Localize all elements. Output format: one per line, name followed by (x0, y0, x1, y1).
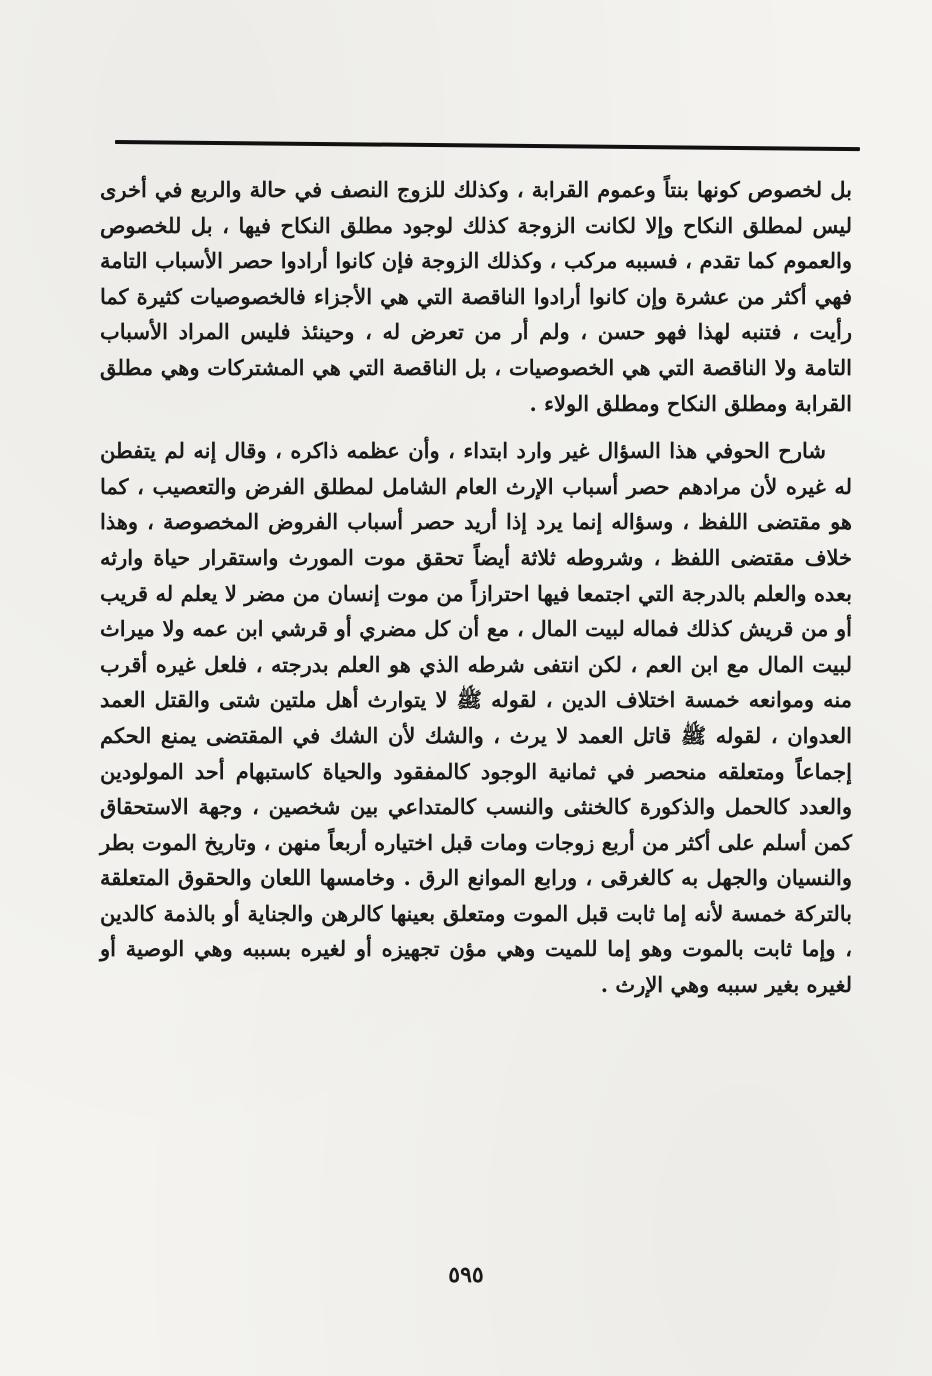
body-text (100, 172, 852, 1003)
page-number: ٥٩٥ (448, 1262, 484, 1288)
paragraph-1: بل لخصوص كونها بنتاً وعموم القرابة ، وكذلك للزوج النصف في حالة والربع في أخرى ليس لمطلق النكاح وإلا لكانت الزوجة كذلك لوجود مطلق النكاح فيها ، بل للخصوص والعموم كما تقدم ، فسببه مركب ، وكذلك الزوجة فإن كانوا أرادوا حصر الأسباب التامة فهي أكثر من عشرة وإن كانوا أرادوا الناقصة التي هي الأجزاء فالخصوصيات كثيرة كما رأيت ، فتنبه لهذا فهو حسن ، ولم أر من تعرض له ، وحينئذ فليس المراد الأسباب التامة ولا الناقصة التي هي الخصوصيات ، بل الناقصة التي هي المشتركات وهي مطلق القرابة ومطلق النكاح ومطلق الولاء . (100, 177, 852, 416)
header-rule (115, 140, 860, 151)
paragraph-2: شارح الحوفي هذا السؤال غير وارد ابتداء ، وأن عظمه ذاكره ، وقال إنه لم يتفطن له غيره لأن مراده‍م حصر أسباب الإرث العام الشامل لمطلق الفرض والتعصيب ، كما هو مقتضى اللفظ ، وسؤاله إنما يرد إذا أريد حصر أسباب الفروض المخصوصة ، وهذا خلاف مقتضى اللفظ ، وشروطه ثلاثة أيضاً تحقق موت المورث واستقرار حياة وارثه بعده والعلم بالدرجة التي اجتمعا فيها احترازاً من موت إنسان من مضر لا يعلم له قريب أو من قريش كذلك فماله لبيت المال ، مع أن كل مضري أو قرشي ابن عمه ولا ميراث لبيت المال مع ابن العم ، لكن انتفى شرطه الذي هو العلم بدرجته ، فلعل غيره أقرب منه وموانعه خمسة اختلاف الدين ، لقوله ﷺ لا يتوارث أهل ملتين شتى والقتل العمد العدوان ، لقوله ﷺ قاتل العمد لا يرث ، والشك لأن الشك في المقتضى يمنع الحكم إجماعاً ومتعلقه منحصر في ثمانية الوجود كالمفقود والحياة كاستبهام أحد المولودين والعدد كالحمل والذكورة كالخنثى والنسب كالمتداعي بين شخصين ، وجهة الاستحقاق كمن أسلم على أكثر من أربع زوجات ومات قبل اختياره أربعاً منهن ، وتاريخ الموت بطر والنسيان والجهل به كالغرقى ، ورابع الموانع الرق . وخامسها اللعان والحقوق المتعلقة بالتركة خمسة لأنه إما ثابت قبل الموت ومتعلق بعينها كالرهن والجناية أو بالذمة كالدين ، وإما ثابت بالموت وهو إما للميت وهي مؤن تجهيزه أو لغيره بسببه وهي الوصية أو لغيره بغير سببه وهي الإرث . (100, 438, 852, 998)
